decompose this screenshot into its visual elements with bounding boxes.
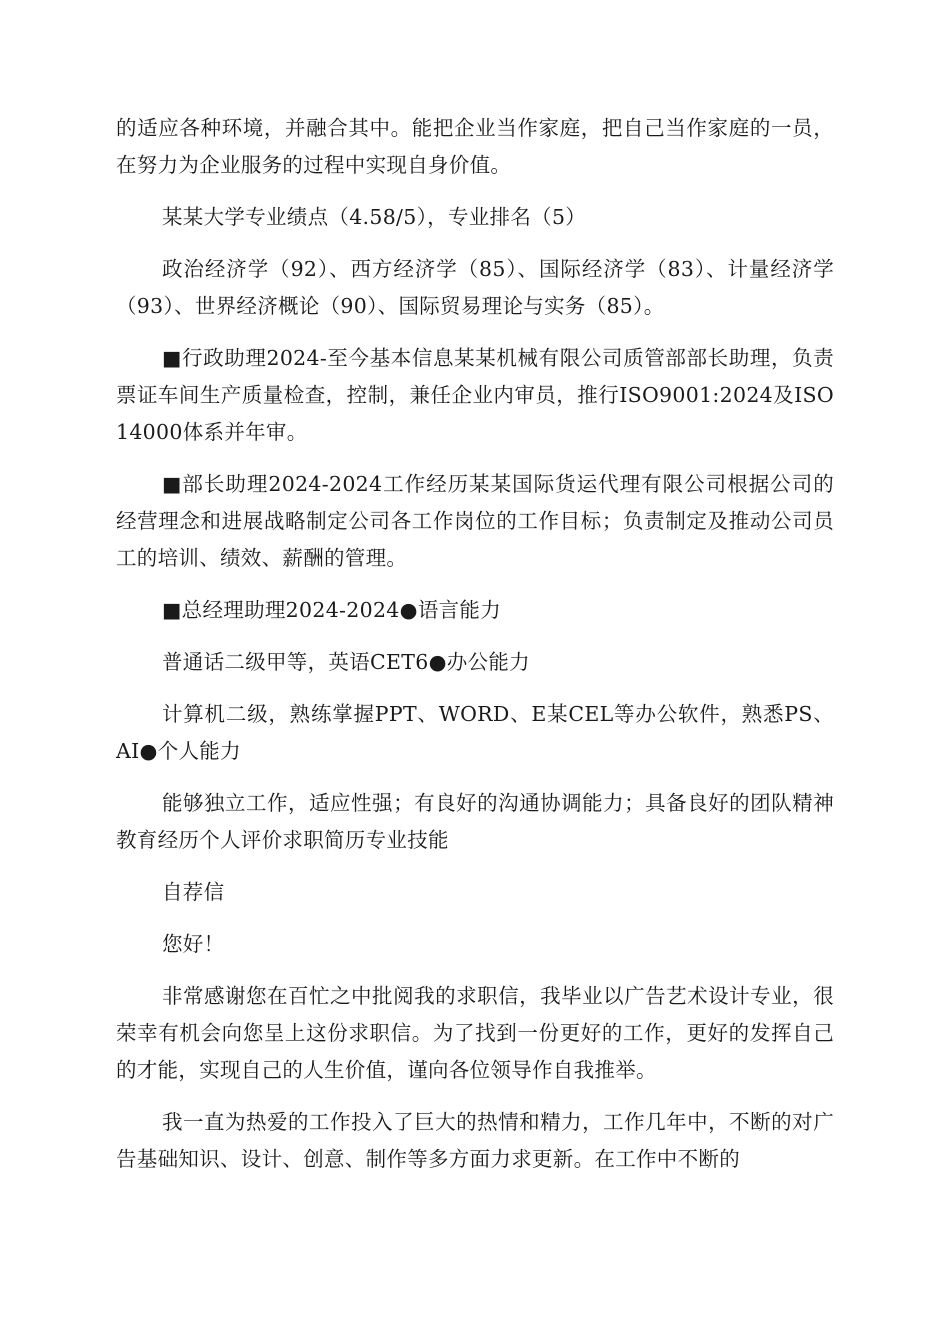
cover-letter-intro: 非常感谢您在百忙之中批阅我的求职信，我毕业以广告艺术设计专业，很荣幸有机会向您呈上这份求职信。为了找到一份更好的工作，更好的发挥自己的才能，实现自己的人生价值，谨向各位领导作自我推举。 bbox=[116, 984, 834, 1082]
paragraph-admin-assistant: ■行政助理2024-至今基本信息某某机械有限公司质管部部长助理，负责票证车间生产质量检查，控制，兼任企业内审员，推行ISO9001:2024及ISO14000体系并年审。 bbox=[116, 346, 834, 444]
paragraph-language-skills: 普通话二级甲等，英语CET6●办公能力 bbox=[162, 650, 530, 674]
paragraph-continuation: 的适应各种环境，并融合其中。能把企业当作家庭，把自己当作家庭的一员，在努力为企业服务的过程中实现自身价值。 bbox=[116, 116, 834, 177]
paragraph-minister-assistant: ■部长助理2024-2024工作经历某某国际货运代理有限公司根据公司的经营理念和进展战略制定公司各工作岗位的工作目标；负责制定及推动公司员工的培训、绩效、薪酬的管理。 bbox=[116, 472, 834, 570]
cover-letter-body: 我一直为热爱的工作投入了巨大的热情和精力，工作几年中，不断的对广告基础知识、设计、创意、制作等多方面力求更新。在工作中不断的 bbox=[116, 1110, 834, 1171]
paragraph-personal-ability: 能够独立工作，适应性强；有良好的沟通协调能力；具备良好的团队精神教育经历个人评价求职简历专业技能 bbox=[116, 791, 834, 852]
paragraph-computer-skills: 计算机二级，熟练掌握PPT、WORD、E某CEL等办公软件，熟悉PS、AI●个人能力 bbox=[116, 702, 834, 763]
paragraph-gm-assistant: ■总经理助理2024-2024●语言能力 bbox=[162, 598, 502, 622]
cover-letter-title: 自荐信 bbox=[162, 880, 225, 904]
paragraph-gpa: 某某大学专业绩点（4.58/5），专业排名（5） bbox=[162, 205, 587, 229]
cover-letter-greeting: 您好！ bbox=[162, 932, 225, 956]
paragraph-courses: 政治经济学（92）、西方经济学（85）、国际经济学（83）、计量经济学（93）、世界经济概论（90）、国际贸易理论与实务（85）。 bbox=[116, 257, 834, 318]
document-page bbox=[116, 110, 834, 1193]
